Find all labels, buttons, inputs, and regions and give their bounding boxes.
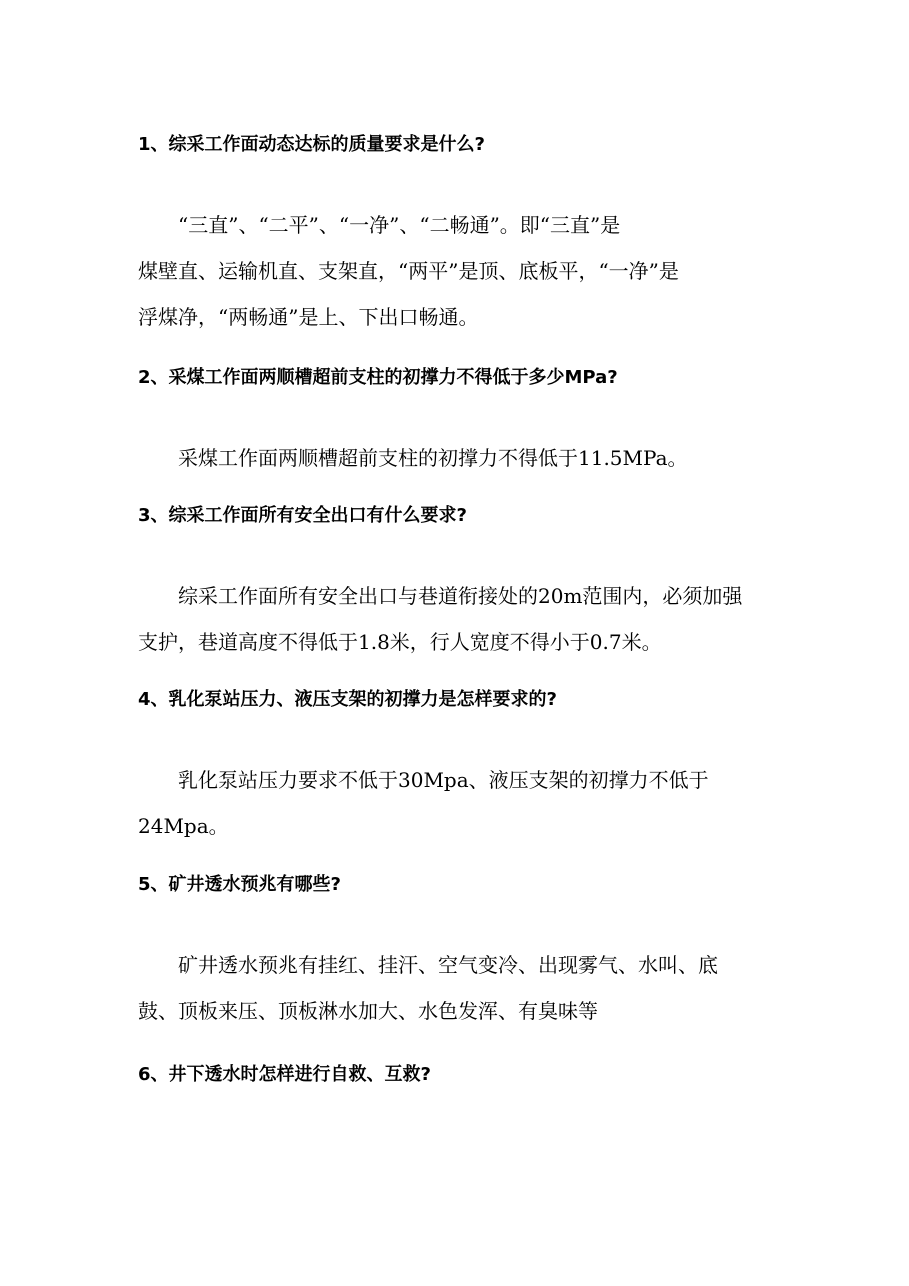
answer-4-line-1: 乳化泵站压力要求不低于30Mpa、液压支架的初撑力不低于 <box>178 768 709 792</box>
question-4: 4、乳化泵站压力、液压支架的初撑力是怎样要求的? <box>138 689 557 710</box>
answer-1 <box>138 202 778 340</box>
qa-item-4 <box>138 688 778 849</box>
qa-item-6 <box>138 1063 778 1087</box>
answer-5 <box>138 942 778 1034</box>
question-5: 5、矿井透水预兆有哪些? <box>138 874 341 895</box>
answer-3-line-2: 支护，巷道高度不得低于1.8米，行人宽度不得小于0.7米。 <box>138 630 662 654</box>
answer-1-line-1: “三直”、“二平”、“一净”、“二畅通”。即“三直”是 <box>178 213 621 237</box>
answer-1-line-3: 浮煤净，“两畅通”是上、下出口畅通。 <box>138 305 479 329</box>
qa-item-5 <box>138 873 778 1034</box>
answer-2 <box>138 435 778 481</box>
answer-4-line-2: 24Mpa。 <box>138 814 229 838</box>
question-3: 3、综采工作面所有安全出口有什么要求? <box>138 505 467 526</box>
qa-item-1 <box>138 133 778 340</box>
answer-4 <box>138 757 778 849</box>
question-1: 1、综采工作面动态达标的质量要求是什么? <box>138 134 485 155</box>
question-2: 2、采煤工作面两顺槽超前支柱的初撑力不得低于多少MPa? <box>138 367 618 388</box>
answer-2-line-1: 采煤工作面两顺槽超前支柱的初撑力不得低于11.5MPa。 <box>178 446 688 470</box>
qa-item-2 <box>138 366 778 481</box>
answer-1-line-2: 煤壁直、运输机直、支架直，“两平”是顶、底板平，“一净”是 <box>138 259 679 283</box>
answer-3 <box>138 573 778 665</box>
qa-item-3 <box>138 504 778 665</box>
answer-3-line-1: 综采工作面所有安全出口与巷道衔接处的20m范围内，必须加强 <box>178 584 743 608</box>
question-6: 6、井下透水时怎样进行自救、互救? <box>138 1064 431 1085</box>
answer-5-line-2: 鼓、顶板来压、顶板淋水加大、水色发浑、有臭味等 <box>138 999 598 1023</box>
answer-5-line-1: 矿井透水预兆有挂红、挂汗、空气变冷、出现雾气、水叫、底 <box>178 953 718 977</box>
